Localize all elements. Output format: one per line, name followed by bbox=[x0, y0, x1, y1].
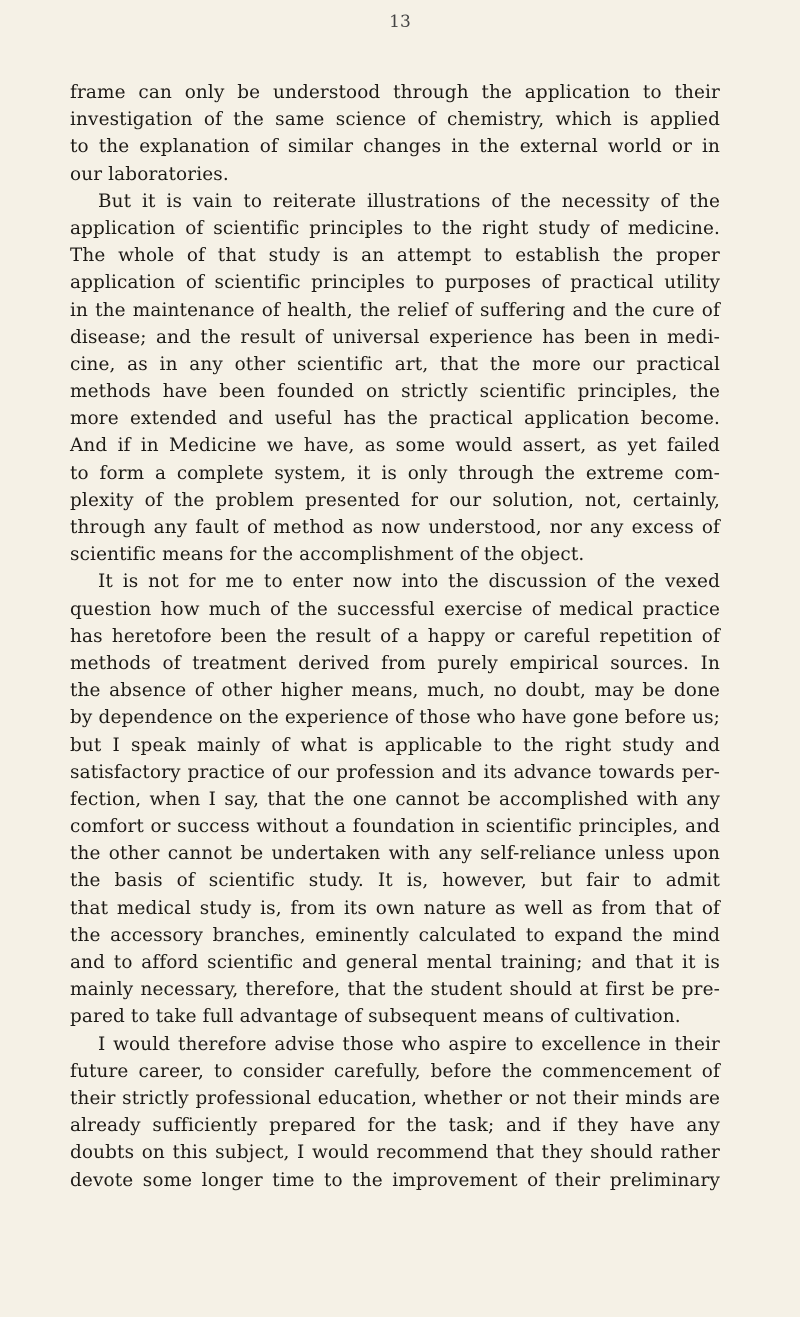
body-text bbox=[70, 79, 720, 1194]
text-line: their strictly professional education, whether or not their minds are bbox=[70, 1087, 720, 1109]
text-line: The whole of that study is an attempt to establish the proper bbox=[70, 245, 720, 267]
text-line: in the maintenance of health, the relief of suffering and the cure of bbox=[70, 299, 720, 321]
text-line: and to afford scientific and general mental training; and that it is bbox=[70, 952, 720, 973]
text-line: has heretofore been the result of a happy or careful repetition of bbox=[70, 625, 720, 647]
text-line: the accessory branches, eminently calculated to expand the mind bbox=[70, 924, 720, 946]
text-line: through any fault of method as now understood, nor any excess of bbox=[70, 517, 720, 538]
text-line: disease; and the result of universal experience has been in medi- bbox=[70, 326, 720, 348]
text-line: doubts on this subject, I would recommend that they should rather bbox=[70, 1142, 720, 1164]
text-line: I would therefore advise those who aspire to excellence in their bbox=[98, 1033, 720, 1055]
text-line: comfort or success without a foundation in scientific principles, and bbox=[70, 816, 720, 838]
text-line: our laboratories. bbox=[70, 163, 229, 185]
text-line: mainly necessary, therefore, that the student should at first be pre- bbox=[70, 979, 720, 1001]
text-line: cine, as in any other scientific art, that the more our practical bbox=[70, 353, 720, 375]
text-line: to the explanation of similar changes in the external world or in bbox=[70, 136, 720, 158]
page-number: 13 bbox=[389, 12, 411, 32]
text-line: It is not for me to enter now into the discussion of the vexed bbox=[98, 571, 720, 593]
text-line: devote some longer time to the improvement of their preliminary bbox=[70, 1169, 720, 1191]
text-line: fection, when I say, that the one cannot be accomplished with any bbox=[70, 788, 720, 810]
text-line: methods have been founded on strictly scientific principles, the bbox=[70, 381, 720, 403]
text-line: already sufficiently prepared for the task; and if they have any bbox=[70, 1115, 720, 1137]
text-line: that medical study is, from its own nature as well as from that of bbox=[70, 897, 720, 919]
text-line: more extended and useful has the practical application become. bbox=[70, 408, 720, 430]
text-line: methods of treatment derived from purely empirical sources. In bbox=[70, 652, 720, 674]
text-line: the absence of other higher means, much, no doubt, may be done bbox=[70, 680, 720, 702]
text-line: And if in Medicine we have, as some would assert, as yet failed bbox=[70, 435, 720, 457]
text-line: application of scientific principles to purposes of practical utility bbox=[70, 272, 720, 294]
text-line: scientific means for the accomplishment of the object. bbox=[70, 544, 585, 566]
text-line: plexity of the problem presented for our solution, not, certainly, bbox=[70, 489, 720, 511]
text-line: pared to take full advantage of subsequent means of cultivation. bbox=[70, 1006, 681, 1028]
text-line: but I speak mainly of what is applicable to the right study and bbox=[70, 734, 720, 756]
text-line: by dependence on the experience of those who have gone before us; bbox=[70, 707, 720, 729]
text-line: application of scientific principles to the right study of medicine. bbox=[70, 217, 720, 239]
text-line: But it is vain to reiterate illustrations of the necessity of the bbox=[98, 190, 720, 212]
text-line: question how much of the successful exercise of medical practice bbox=[70, 598, 720, 620]
text-line: to form a complete system, it is only through the extreme com- bbox=[70, 462, 720, 484]
text-line: future career, to consider carefully, before the commencement of bbox=[70, 1060, 720, 1082]
text-line: the basis of scientific study. It is, however, but fair to admit bbox=[70, 870, 720, 892]
text-line: the other cannot be undertaken with any self-reliance unless upon bbox=[70, 843, 720, 865]
text-line: frame can only be understood through the application to their bbox=[70, 82, 720, 103]
text-line: satisfactory practice of our profession and its advance towards per- bbox=[70, 761, 720, 783]
text-line: investigation of the same science of chemistry, which is applied bbox=[70, 109, 720, 131]
